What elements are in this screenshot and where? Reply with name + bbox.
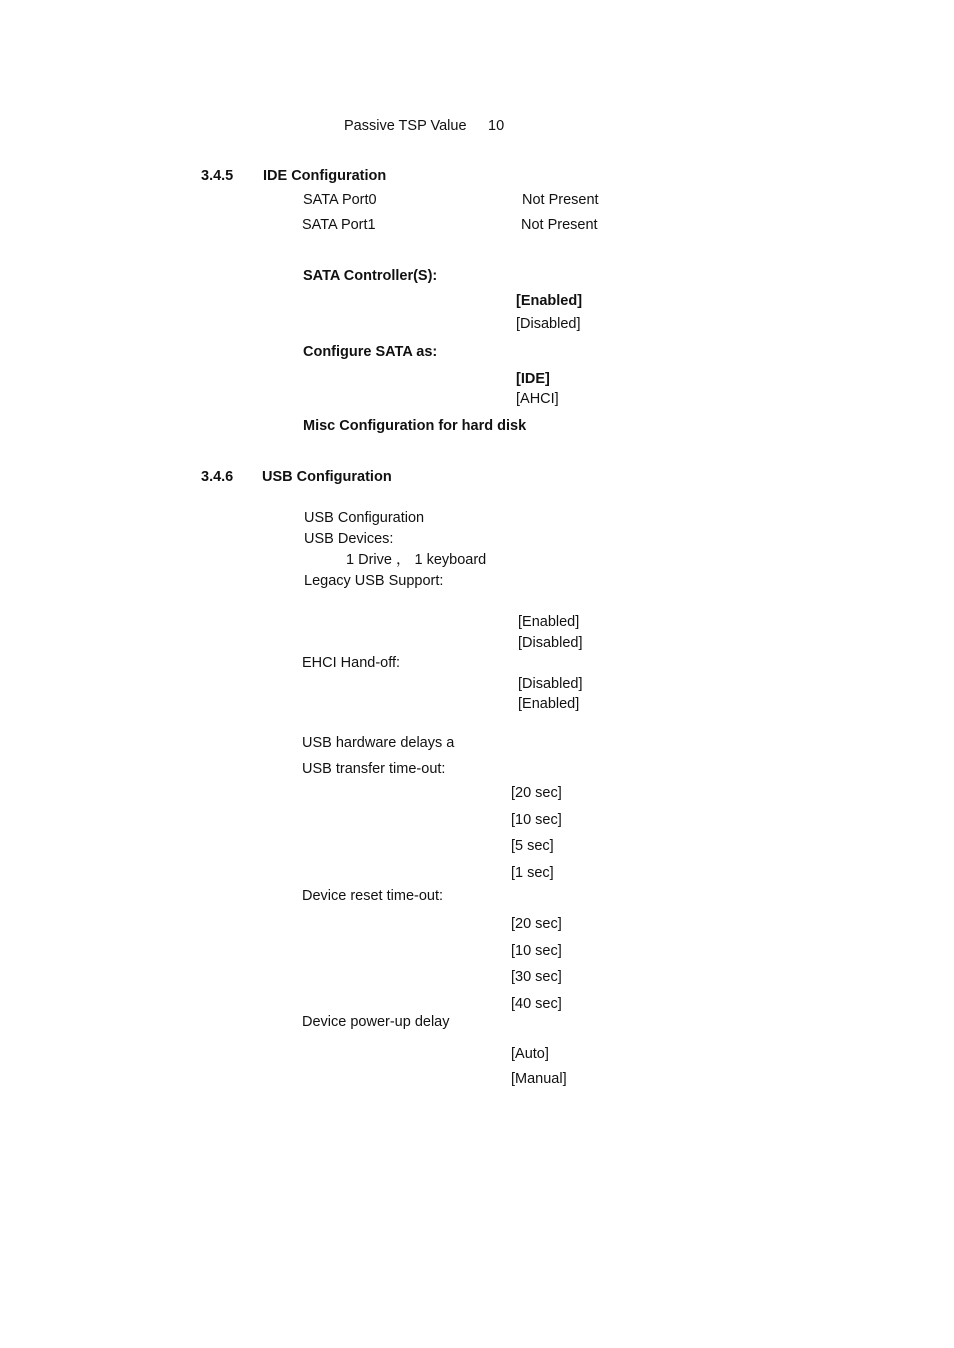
usb-devices-value: 1 Drive ， 1 keyboard [346, 552, 487, 568]
misc-hard-disk-label: Misc Configuration for hard disk [303, 418, 527, 434]
legacy-usb-label: Legacy USB Support: [304, 573, 444, 589]
configure-sata-label: Configure SATA as: [303, 344, 438, 360]
sata-controller-option-enabled: [Enabled] [516, 293, 583, 309]
transfer-timeout-option-5: [5 sec] [511, 838, 554, 854]
legacy-usb-option-enabled: [Enabled] [518, 614, 580, 630]
usb-config-label: USB Configuration [304, 510, 425, 526]
usb-devices-label: USB Devices: [304, 531, 394, 547]
device-reset-timeout-label: Device reset time-out: [302, 888, 444, 904]
section-number-ide: 3.4.5 [201, 168, 234, 184]
reset-timeout-option-10: [10 sec] [511, 943, 562, 959]
usb-transfer-timeout-label: USB transfer time-out: [302, 761, 446, 777]
ehci-handoff-label: EHCI Hand-off: [302, 655, 401, 671]
section-title-ide: IDE Configuration [263, 168, 387, 184]
transfer-timeout-option-10: [10 sec] [511, 812, 562, 828]
sata-port1-label: SATA Port1 [302, 217, 376, 233]
passive-tsp-value: 10 [488, 118, 505, 134]
ehci-option-enabled: [Enabled] [518, 696, 580, 712]
powerup-option-auto: [Auto] [511, 1046, 549, 1062]
section-title-usb: USB Configuration [262, 469, 392, 485]
sata-port0-label: SATA Port0 [303, 192, 377, 208]
reset-timeout-option-40: [40 sec] [511, 996, 562, 1012]
configure-sata-option-ahci: [AHCI] [516, 391, 559, 407]
powerup-option-manual: [Manual] [511, 1071, 567, 1087]
configure-sata-option-ide: [IDE] [516, 371, 550, 387]
reset-timeout-option-30: [30 sec] [511, 969, 562, 985]
device-powerup-delay-label: Device power-up delay [302, 1014, 450, 1030]
transfer-timeout-option-20: [20 sec] [511, 785, 562, 801]
reset-timeout-option-20: [20 sec] [511, 916, 562, 932]
passive-tsp-label: Passive TSP Value [344, 118, 467, 134]
usb-hw-delays-label: USB hardware delays a [302, 735, 455, 751]
sata-port1-value: Not Present [521, 217, 598, 233]
ehci-option-disabled: [Disabled] [518, 676, 583, 692]
sata-port0-value: Not Present [522, 192, 599, 208]
sata-controller-label: SATA Controller(S): [303, 268, 438, 284]
section-number-usb: 3.4.6 [201, 469, 234, 485]
transfer-timeout-option-1: [1 sec] [511, 865, 554, 881]
sata-controller-option-disabled: [Disabled] [516, 316, 581, 332]
legacy-usb-option-disabled: [Disabled] [518, 635, 583, 651]
